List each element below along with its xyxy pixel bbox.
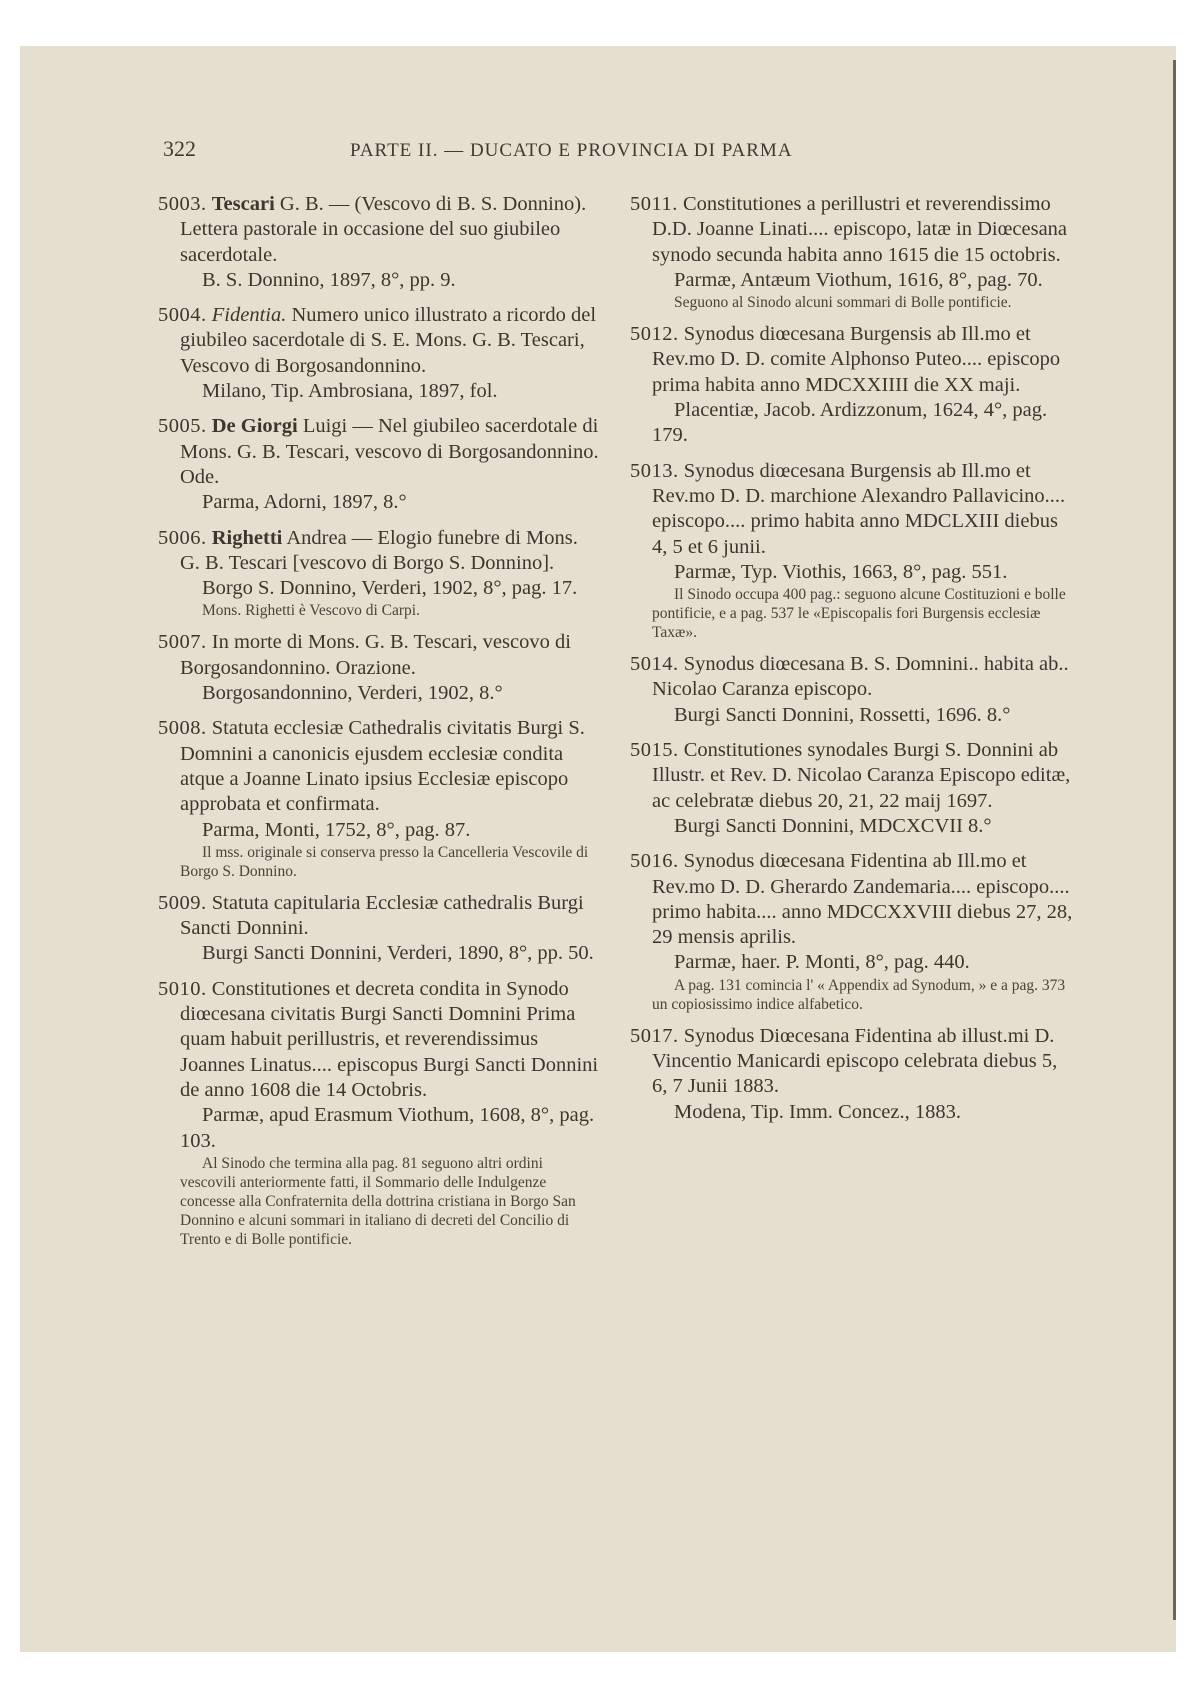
- entry-title: Constitutiones synodales Burgi S. Donnini ab Illustr. et Rev. D. Nicolao Caranza Episcopo editæ, ac celebratæ diebus 20, 21, 22 maij 1697.: [652, 739, 1071, 812]
- bibliography-entry: [158, 303, 602, 404]
- entry-main: [630, 652, 1075, 703]
- entry-imprint: Milano, Tip. Ambrosiana, 1897, fol.: [202, 380, 498, 403]
- entry-main: [158, 526, 602, 577]
- bibliography-entry: [630, 322, 1075, 448]
- entry-note: Al Sinodo che termina alla pag. 81 seguono altri ordini vescovili anteriormente fatti, il Sommario delle Indulgenze concesse alla Confraternita della dottrina cristiana in Borgo San Donnino e alcuni sommari in italiano di decreti del Concilio di Trento e di Bolle pontificie.: [180, 1154, 576, 1248]
- entry-main: [630, 322, 1075, 398]
- entry-title: Luigi — Nel giubileo sacerdotale di Mons. G. B. Tescari, vescovo di Borgosandonnino. Ode.: [180, 415, 599, 488]
- entry-number: 5007.: [158, 631, 207, 654]
- entry-title: In morte di Mons. G. B. Tescari, vescovo di Borgosandonnino. Orazione.: [180, 631, 571, 679]
- bibliography-entry: [158, 891, 602, 967]
- entry-main: [630, 192, 1075, 268]
- entry-main: [158, 303, 602, 379]
- bibliography-entry: [630, 1024, 1075, 1125]
- bibliography-entry: [158, 192, 602, 293]
- entry-imprint: Burgi Sancti Donnini, Verderi, 1890, 8°, pp. 50.: [202, 942, 594, 965]
- entry-note: Il mss. originale si conserva presso la Cancelleria Vescovile di Borgo S. Donnino.: [180, 843, 589, 880]
- entry-main: [158, 716, 602, 817]
- entry-number: 5005.: [158, 415, 207, 438]
- entry-imprint: Parmæ, haer. P. Monti, 8°, pag. 440.: [674, 951, 970, 974]
- entry-imprint: Parmæ, apud Erasmum Viothum, 1608, 8°, pag. 103.: [180, 1104, 595, 1152]
- entry-number: 5015.: [630, 739, 679, 762]
- entry-main: [630, 1024, 1075, 1100]
- running-title: PARTE II. — DUCATO E PROVINCIA DI PARMA: [350, 140, 793, 161]
- entry-number: 5003.: [158, 193, 207, 215]
- entry-number: 5004.: [158, 304, 207, 327]
- entry-main: [630, 738, 1075, 814]
- entry-imprint: Burgi Sancti Donnini, Rossetti, 1696. 8.°: [674, 703, 1011, 726]
- bibliography-entry: [158, 630, 602, 706]
- entry-author: De Giorgi: [211, 415, 298, 438]
- entry-imprint: Borgosandonnino, Verderi, 1902, 8.°: [202, 682, 503, 705]
- entry-imprint: Parmæ, Antæum Viothum, 1616, 8°, pag. 70.: [674, 268, 1043, 291]
- entry-main: [158, 414, 602, 490]
- bibliography-entry: [630, 459, 1075, 642]
- bibliography-entry: [630, 652, 1075, 728]
- entry-title: Synodus Diœcesana Fidentina ab illust.mi D. Vincentio Manicardi episcopo celebrata diebus 5, 6, 7 Junii 1883.: [652, 1024, 1058, 1098]
- entry-number: 5017.: [630, 1024, 679, 1047]
- entry-imprint: Borgo S. Donnino, Verderi, 1902, 8°, pag. 17.: [202, 577, 578, 600]
- bibliography-entry: [630, 738, 1075, 839]
- entry-note: Mons. Righetti è Vescovo di Carpi.: [202, 602, 420, 620]
- entry-imprint: Placentiæ, Jacob. Ardizzonum, 1624, 4°, pag. 179.: [652, 399, 1048, 447]
- bibliography-entry: [158, 526, 602, 621]
- right-column: [630, 192, 1075, 1135]
- entry-number: 5012.: [630, 323, 679, 346]
- bibliography-entry: [158, 977, 602, 1249]
- entry-number: 5008.: [158, 717, 207, 740]
- entry-imprint: Parma, Monti, 1752, 8°, pag. 87.: [202, 818, 471, 841]
- entry-title: Synodus diœcesana Burgensis ab Ill.mo et Rev.mo D. D. comite Alphonso Puteo.... episcopo prima habita anno MDCXXIIII die XX maji.: [652, 323, 1061, 396]
- entry-title: Synodus diœcesana Fidentina ab Ill.mo et Rev.mo D. D. Gherardo Zandemaria.... episcopo.... primo habita.... anno MDCCXXVIII diebus 27, 28, 29 mensis aprilis.: [652, 850, 1073, 949]
- entry-title: G. B. — (Vescovo di B. S. Donnino). Lettera pastorale in occasione del suo giubileo sacerdotale.: [180, 193, 587, 266]
- page-header: [163, 136, 1075, 166]
- entry-title: Synodus diœcesana Burgensis ab Ill.mo et Rev.mo D. D. marchione Alexandro Pallavicino.... episcopo.... primo habita anno MDCLXIII diebus 4, 5 et 6 junii.: [652, 459, 1066, 558]
- entry-note: Seguono al Sinodo alcuni sommari di Bolle pontificie.: [674, 294, 1012, 312]
- entry-number: 5013.: [630, 459, 679, 482]
- entry-author: Tescari: [211, 193, 275, 215]
- page-number: 322: [163, 136, 196, 161]
- entry-number: 5011.: [630, 193, 678, 215]
- entry-imprint: Modena, Tip. Imm. Concez., 1883.: [674, 1100, 961, 1123]
- entry-title: Synodus diœcesana B. S. Domnini.. habita ab.. Nicolao Caranza episcopo.: [652, 653, 1069, 701]
- entry-imprint: Burgi Sancti Donnini, MDCXCVII 8.°: [674, 814, 992, 837]
- page-edge: [1173, 60, 1176, 1620]
- bibliography-entry: [158, 716, 602, 880]
- entry-main: [158, 630, 602, 681]
- entry-main: [158, 891, 602, 942]
- entry-imprint: Parma, Adorni, 1897, 8.°: [202, 491, 407, 514]
- entry-main: [630, 849, 1075, 950]
- bibliography-entry: [158, 414, 602, 515]
- entry-number: 5014.: [630, 653, 679, 676]
- entry-title: Constitutiones a perillustri et reverendissimo D.D. Joanne Linati.... episcopo, latæ in Diœcesana synodo secunda habita anno 1615 die 15 octobris.: [652, 193, 1068, 266]
- entry-author: Righetti: [211, 526, 283, 549]
- entry-title: Andrea — Elogio funebre di Mons. G. B. Tescari [vescovo di Borgo S. Donnino].: [180, 526, 578, 574]
- entry-title: Constitutiones et decreta condita in Synodo diœcesana civitatis Burgi Sancti Domnini Prima quam habuit perillustris, et reverendissimus Joannes Linatus.... episcopus Burgi Sancti Donnini de anno 1608 die 14 Octobris.: [180, 977, 599, 1101]
- entry-title: Numero unico illustrato a ricordo del giubileo sacerdotale di S. E. Mons. G. B. Tescari, Vescovo di Borgosandonnino.: [180, 304, 597, 377]
- entry-title: Statuta capitularia Ecclesiæ cathedralis Burgi Sancti Donnini.: [180, 891, 584, 940]
- entry-imprint: B. S. Donnino, 1897, 8°, pp. 9.: [202, 268, 456, 291]
- entry-author: Fidentia.: [211, 304, 287, 327]
- entry-number: 5010.: [158, 977, 207, 1000]
- left-column: [158, 192, 602, 1259]
- entry-number: 5009.: [158, 891, 207, 914]
- bibliography-entry: [630, 192, 1075, 312]
- entry-number: 5006.: [158, 526, 207, 549]
- entry-main: [158, 977, 602, 1103]
- entry-main: [158, 192, 602, 268]
- entry-main: [630, 459, 1075, 560]
- entry-title: Statuta ecclesiæ Cathedralis civitatis Burgi S. Domnini a canonicis ejusdem ecclesiæ condita atque a Joanne Linato ipsius Ecclesiæ episcopo approbata et confirmata.: [180, 717, 585, 816]
- bibliography-entry: [630, 849, 1075, 1013]
- entry-note: Il Sinodo occupa 400 pag.: seguono alcune Costituzioni e bolle pontificie, e a pag. 537 le «Episcopalis fori Burgensis ecclesiæ Taxæ».: [652, 586, 1066, 642]
- entry-imprint: Parmæ, Typ. Viothis, 1663, 8°, pag. 551.: [674, 560, 1008, 583]
- entry-number: 5016.: [630, 850, 679, 873]
- entry-note: A pag. 131 comincia l' « Appendix ad Synodum, » e a pag. 373 un copiosissimo indice alfabetico.: [652, 976, 1066, 1013]
